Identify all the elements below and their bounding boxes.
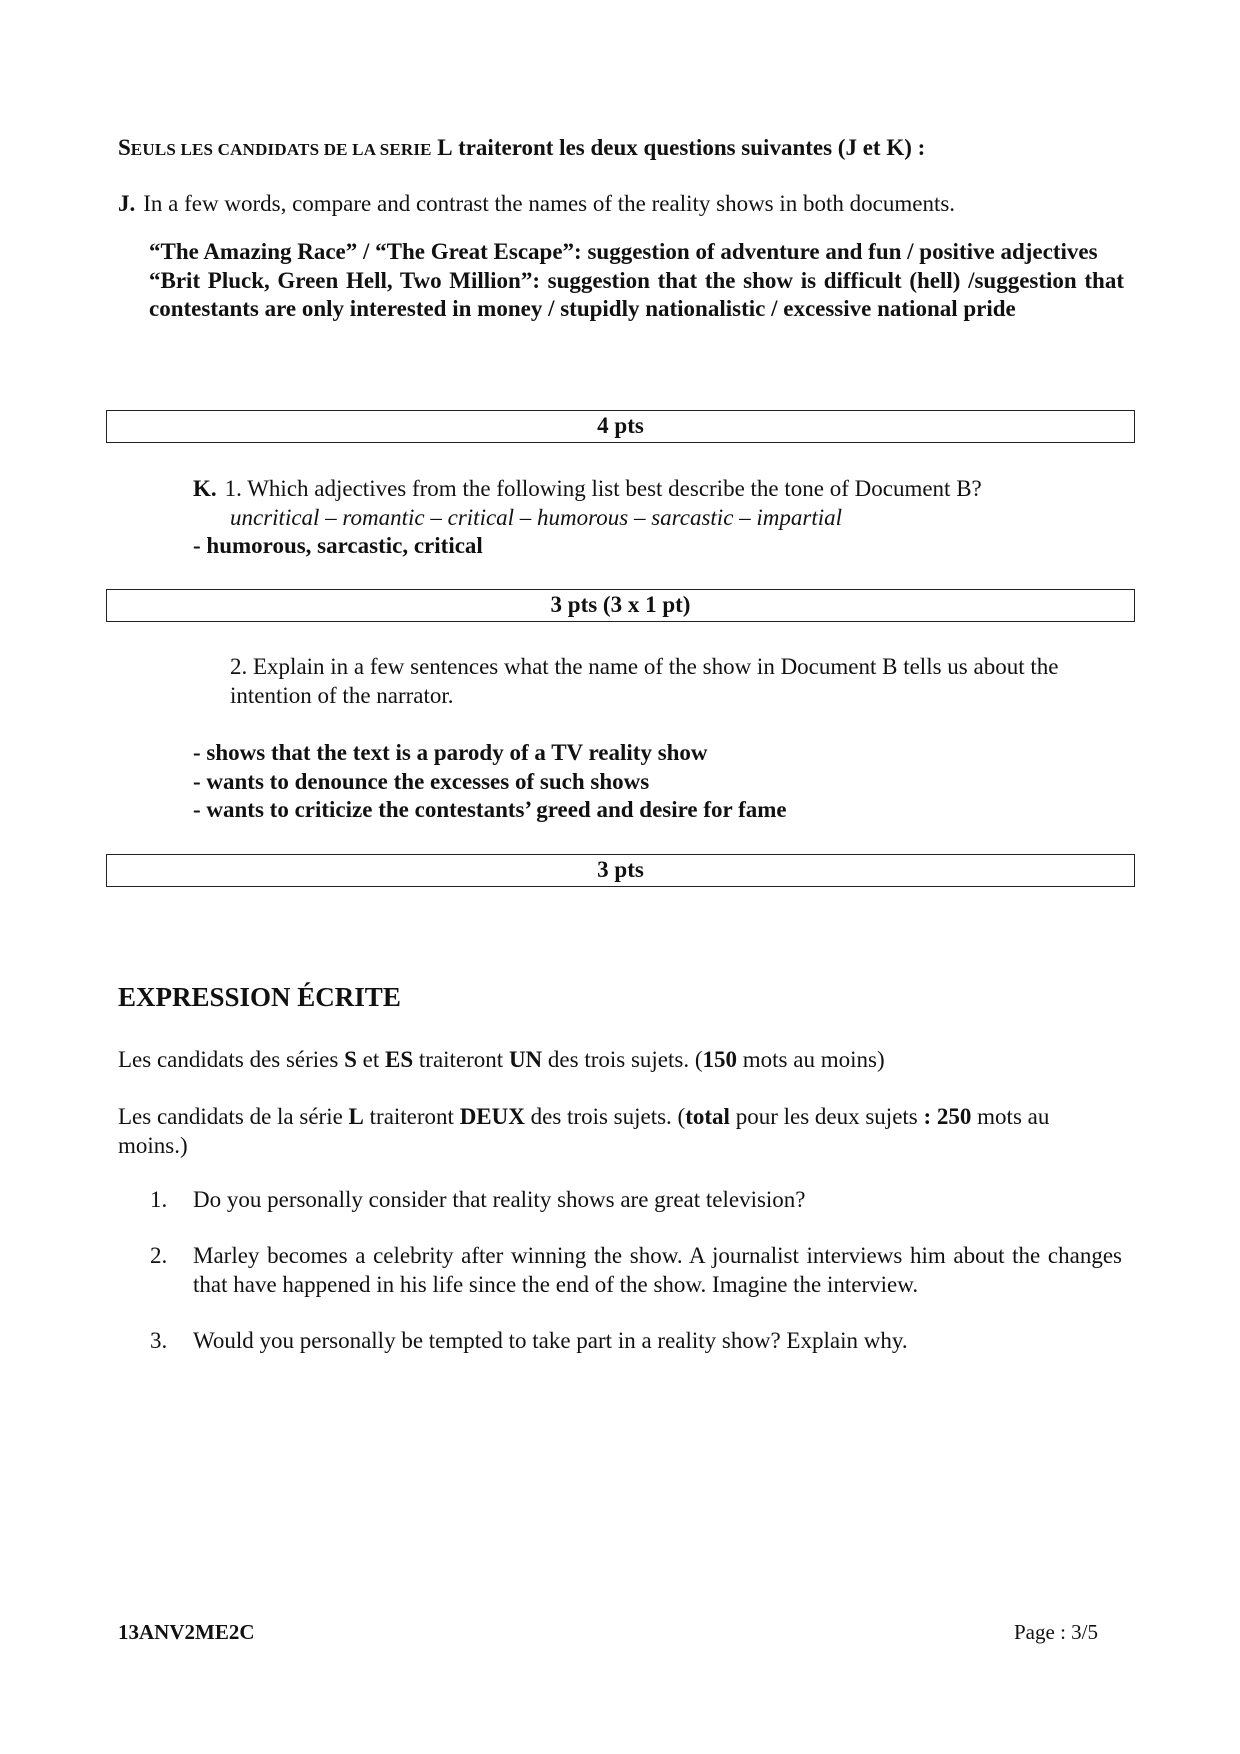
instr-text: pour les deux sujets xyxy=(729,1104,924,1129)
instr-bold: L xyxy=(348,1104,364,1129)
expression-title: EXPRESSION ÉCRITE xyxy=(118,982,401,1012)
topic-item xyxy=(150,1185,1122,1214)
question-j-answer-2: “Brit Pluck, Green Hell, Two Million”: suggestion that the show is difficult (hell) /suggestion that contestants are only interested in money / stupidly nationalistic / excessive national pride xyxy=(149,267,1124,321)
instr-text: Les candidats des séries xyxy=(118,1047,345,1072)
instructions-l xyxy=(118,1102,1118,1160)
section-heading xyxy=(118,133,925,164)
instr-text: et xyxy=(356,1047,385,1072)
question-k2-answers xyxy=(193,739,787,825)
instr-bold: S xyxy=(344,1047,357,1072)
question-k-label: K. xyxy=(193,476,217,501)
question-k1 xyxy=(193,474,982,503)
instr-text: traiteront xyxy=(413,1047,509,1072)
heading-smallcaps: EULS LES CANDIDATS DE LA SERIE xyxy=(130,140,432,159)
page-number: Page : 3/5 xyxy=(1014,1620,1098,1644)
topic-list xyxy=(150,1185,1122,1382)
question-j-label: J. xyxy=(118,191,136,216)
instr-bold: total xyxy=(685,1104,730,1129)
instr-bold: 150 xyxy=(702,1047,738,1072)
instr-text: des trois sujets. ( xyxy=(542,1047,703,1072)
instr-bold: UN xyxy=(508,1047,543,1072)
document-code: 13ANV2ME2C xyxy=(118,1620,255,1644)
question-k1-adjectives: uncritical – romantic – critical – humorous – sarcastic – impartial xyxy=(230,505,843,530)
score-box-k2: 3 pts xyxy=(106,854,1135,887)
question-k2-answer-item: - wants to denounce the excesses of such shows xyxy=(193,768,650,794)
heading-initial: S xyxy=(118,135,131,160)
topic-number: 3. xyxy=(150,1328,168,1353)
instr-text: Les candidats de la série xyxy=(118,1104,349,1129)
topic-text: Do you personally consider that reality shows are great television? xyxy=(193,1187,806,1212)
heading-rest: traiteront les deux questions suivantes (J et K) : xyxy=(458,135,926,160)
question-k1-answer: - humorous, sarcastic, critical xyxy=(193,533,483,558)
topic-item xyxy=(150,1241,1122,1299)
question-k2-text: 2. Explain in a few sentences what the name of the show in Document B tells us about the intention of the narrator. xyxy=(230,654,1059,708)
question-j-answer-1: “The Amazing Race” / “The Great Escape”: suggestion of adventure and fun / positive adjectives xyxy=(149,239,1098,264)
instr-text: des trois sujets. ( xyxy=(524,1104,686,1129)
score-box-j: 4 pts xyxy=(106,410,1135,443)
question-j-text: In a few words, compare and contrast the names of the reality shows in both documents. xyxy=(143,191,956,216)
question-k1-text: 1. Which adjectives from the following list best describe the tone of Document B? xyxy=(224,476,982,501)
instr-bold: : 250 xyxy=(923,1104,972,1129)
instructions-s-es xyxy=(118,1045,885,1074)
question-k2-answer-item: - shows that the text is a parody of a TV reality show xyxy=(193,740,708,765)
score-box-k1: 3 pts (3 x 1 pt) xyxy=(106,589,1135,622)
heading-serie: L xyxy=(437,135,453,160)
instr-bold: DEUX xyxy=(459,1104,525,1129)
instr-bold: ES xyxy=(385,1047,414,1072)
topic-number: 2. xyxy=(150,1243,168,1268)
instr-text: mots au moins) xyxy=(737,1047,885,1072)
instr-text: mots au moins.) xyxy=(118,1104,1050,1158)
instr-text: traiteront xyxy=(363,1104,460,1129)
topic-text: Marley becomes a celebrity after winning the show. A journalist interviews him about the changes that have happened in his life since the end of the show. Imagine the interview. xyxy=(193,1243,1122,1297)
question-j-answer xyxy=(149,238,1124,324)
question-j xyxy=(118,189,955,218)
topic-number: 1. xyxy=(150,1187,168,1212)
topic-item xyxy=(150,1326,1122,1355)
topic-text: Would you personally be tempted to take part in a reality show? Explain why. xyxy=(193,1328,908,1353)
question-k2-answer-item: - wants to criticize the contestants’ greed and desire for fame xyxy=(193,797,787,822)
